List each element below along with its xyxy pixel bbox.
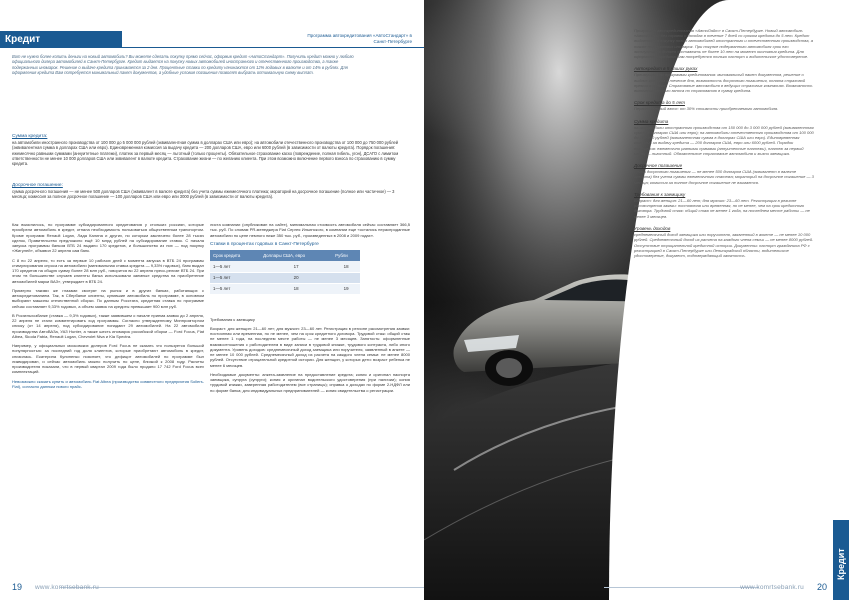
section-label: Кредит — [0, 31, 122, 48]
right-section-title: Срок кредита до 5 лет — [634, 100, 685, 106]
early-repayment-block — [12, 183, 402, 200]
right-intro: Программа автокредитования «АвтоЛайт» в Санкт-Петербурге. Новый автомобиль «АвтоЛайт» без справок о доходах в течение 7 дней со сроком кредита до 5 лет. Кредит выдается на покупку новых автомобилей иностранного и отечественного производства, а также подержанных иномарок. При покупке подержанного автомобиля срок его эксплуатации должен составлять не более 10 лет на момент окончания кредита. Для оформления кредита Вам потребуется только паспорт и водительское удостоверение. — [634, 28, 813, 60]
rate-header-rub: Рубли — [332, 250, 360, 261]
right-section-text: среднемесячный доход заемщика или поручителя, заявленный в анкете — не менее 10 000 рублей. Среднемесячный доход из расчета на каждого члена семьи — не менее 8000 рублей. Отсутствие отрицательной кредитной истории. Документы: паспорт гражданина РФ с регистрацией в Санкт-Петербурге или Ленинградской области, водительское удостоверение, документ, подтверждающий занятость. — [634, 232, 814, 258]
page-number-right: 20 — [816, 582, 827, 592]
side-section-tab — [833, 520, 849, 600]
article-paragraph: Как выяснилось, по программе субсидированного кредитования у стольких россиян, которые приобрели автомобиль в кредит, отпала необходимость пользоваться общественным транспортом. Кроме программ Renault Logan, Лада Калина и других, по которым заключено более 28 тысяч сделок, Правительство предложило ещё 10 млрд рублей на субсидирование ставок. С начала запуска программы банком ВТБ 24 выдано 170 кредитов, и большинство из них — под покупку «Жигулей», объявил 22 апреля сам банк. — [12, 222, 204, 254]
early-repayment-text: сумма досрочного погашения — не менее 500 долларов США (эквивалент в валюте кредита) без учета суммы ежемесячного платежа; мораторий на досрочное погашение (полное или частичное) — 3 месяца; комиссия за полное досрочное погашение — 100 долларов США или евро или 3000 рублей (в зависимости от валюты кредита). — [12, 189, 395, 200]
loan-amount-block — [12, 134, 402, 166]
table-cell: 18 — [332, 261, 360, 272]
right-section-title: Сумма кредита — [634, 118, 669, 124]
article-note: Невозможно сказать купить и автомобиль Fiat Albea (производство совместного предприятия Sollers-Fiat), согласно данным нового прайс- — [12, 378, 204, 389]
table-cell: 1—5 лет — [210, 261, 260, 272]
right-section-text: на автомобили иностранного производства от 150 000 до 3 000 000 рублей (эквивалентная сумма в долларах США или евро); на автомобили отечественного производства от 100 000 до 750 000 рублей (эквивалентная сумма в долларах США или евро). Единовременная комиссия за выдачу кредита — 200 долларов США, евро или 6000 рублей. Порядок погашения: ежемесячно равными суммами (аннуитетные платежи), платеж за первый месяц — льготный. Обязательное страхование автомобиля и жизни заемщика. — [634, 124, 814, 156]
rate-table — [210, 250, 360, 295]
table-cell: 18 — [260, 283, 332, 294]
page-number-left: 19 — [12, 582, 23, 592]
table-row — [210, 261, 360, 272]
right-page — [424, 0, 849, 600]
right-section-title: Уровень доходов — [634, 225, 671, 231]
article-paragraph: В Росзельхозбанке (ставка — 9,3% годовых), также заявившем о начале приема заявок до 2 апреля, 22 апреля не стали комментировать ход программы. Согласно утвержденному Минпромторгом списку (от 14 апреля), под субсидирование попадают 29 автомобилей. На 22 автомобиля производства АвтоВАЗа, УАЗ Hunter, а также шесть иномарок российской сборки — Ford Focus, Fiat Albea, Skoda Fabia, Renault Logan, Chevrolet Niva и Kia Spectra. — [12, 312, 204, 339]
table-row — [210, 272, 360, 283]
section-rule — [122, 47, 424, 48]
footer-rule — [604, 587, 759, 588]
table-cell: 1—5 лет — [210, 283, 260, 294]
side-section-label: Кредит — [836, 548, 846, 580]
article-paragraph: Примерно такими же глазами смотрят на рынок и в других банках, работающих с автокредитованием. Так, в Сбербанке клиенты, купившие автомобиль по программе, в основном выбирают машины отечественной сборки. По данным Росстата, кредитная ставка по программе сейчас составляет 9,33% годовых, а объем заявок на кредиты превышает 900 млн руб. — [12, 287, 204, 309]
loan-amount-text: на автомобили иностранного производства от 100 000 до 5 000 000 рублей (эквивалентная сумма в долларах США или евро); на автомобили отечественного производства от 100 000 до 750 000 рублей (эквивалентная сумма в долларах США или евро). Единовременная комиссия за выдачу кредита — 200 долларов США, евро или 6000 рублей (в зависимости от валюты кредита). Порядок погашения: ежемесячно равными суммами (аннуитетные платежи), платеж за первый месяц — льготный (только проценты). Обязательное страхование каско (повреждение, полная гибель, угон), ДСАГО с лимитом ответственности не менее 10 000 долларов США или эквивалент в валюте кредита. Страхование жизни — по желанию клиента. При этом возможно включение первого взноса по страхованию в сумму кредита. — [12, 140, 399, 167]
rate-header-usd-eur: Доллары США, евро — [260, 250, 332, 261]
right-section-text: Преимущество программы кредитования: минимальный пакет документов, решение о выдаче кредита в течение дня, возможность досрочного погашения, оплата страховой премии в кредит. Страхование автомобиля в ведущих страховых компаниях. Возможность включения первого взноса по страхованию в сумму кредита. — [634, 72, 813, 94]
rate-table-title: Ставки в процентах годовых в Санкт-Петербурге — [210, 241, 319, 247]
article-paragraph: Например, у официальных московских дилеров Ford Focus не сказать что пользуется большой популярностью: за последний год доля клиентов, которые приобретают автомобиль в кредит, снизилась. Екатерина Кулиненко поясняет, что дефицит автомобилей по программе был ликвидирован, и сейчас автомобиль можно получить по цене, близкой к 2008 году. Расчеты производителя показали, что в первый квартал 2009 года было продано 17 742 Ford Focus всех комплектаций. — [12, 343, 204, 375]
rate-header-term: Срок кредита — [210, 250, 260, 261]
footer-url-link[interactable]: www.komrtsebank.ru — [740, 584, 804, 591]
right-section-text: Первоначальный взнос: от 30% стоимости приобретаемого автомобиля. — [634, 106, 779, 112]
article-column-right — [210, 222, 410, 397]
right-section-title: Досрочное погашение — [634, 163, 683, 169]
rate-table-header-row — [210, 250, 360, 261]
requirements-heading: Требования к заемщику — [210, 316, 255, 322]
article-paragraph: Возраст: для женщин: 21—60 лет; для мужчин: 23—60 лет. Регистрация в регионе рассмотрения заявки: постоянная или временная, но не менее, чем на срок кредитного договора. Трудовой стаж: общий стаж не менее 1 года, на последнем месте работы — не менее 3 месяцев. Занятость: оформленные взаимоотношения с работодателем в виде записи в трудовой книжке, трудового контракта, либо иного документа. Уровень доходов: среднемесячный доход заемщика или поручителя, заявленный в анкете — не менее 10 000 рублей. Среднемесячный доход из расчета на каждого члена семьи: не менее 8000 рублей. Отсутствие отрицательной кредитной истории. Для женщин, у которых дети: возраст ребенка не менее 6 месяцев. — [210, 325, 410, 368]
article-column-left — [12, 222, 204, 393]
loan-amount-title: Сумма кредита: — [12, 134, 48, 139]
article-paragraph: листа компании (опубликован на сайте), минимальная стоимость автомобиля сейчас составляет 366,5 тыс. руб. По словам PR-менеджера Fiat Сергея Ильинского, в компании еще «остались нераспроданные автомобили по цене немного ниже 350 тыс. руб., произведенных в 2008 и 2009 годах». — [210, 222, 410, 238]
footer-url-link[interactable]: www.komrtsebank.ru — [35, 584, 99, 591]
table-cell: 17 — [260, 261, 332, 272]
right-article — [634, 28, 814, 260]
table-cell: 1—5 лет — [210, 272, 260, 283]
left-page — [0, 0, 424, 600]
right-section-title: Требования к заемщику — [634, 191, 686, 197]
article-paragraph: Необходимые документы: анкета-заявление на предоставление кредита; копия и оригинал паспорта заемщика, супруга (супруги); копия и оригинал водительского удостоверения (при наличии); копия трудовой книжки, заверенная работодателем (все страницы); справка о доходах по форме 2-НДФЛ или по форме банка; для индивидуальных предпринимателей — копия свидетельства о регистрации. — [210, 371, 410, 393]
early-repayment-title: Досрочное погашение: — [12, 183, 63, 188]
article-paragraph: С 8 по 22 апреля, то есть за первые 10 рабочих дней с момента запуска в ВТБ 24 программы стимулирования спроса на автомобили (минимальная ставка кредита — 9,33% годовых), банк выдал 170 кредитов на общую сумму более 28 млн руб., говорится во 22 апреля пресс-релизе ВТБ 24. При этом «в большинстве случаев клиенты банка использовали заемные средства на приобретение автомобилей марки ВАЗ», утверждает в ВТБ 24. — [12, 257, 204, 284]
program-heading: Программа автокредитования «АвтоСтандарт» в Санкт-Петербурге — [307, 33, 412, 44]
table-cell: 20 — [260, 272, 332, 283]
footer-rule — [60, 587, 424, 588]
table-row — [210, 283, 360, 294]
intro-paragraph: Вот не нужно более копить деньги на новый автомобиль? Вы можете сделать покупку прямо сейчас, оформив кредит «АвтоСтандарт». Получить кредит можно у любого официального дилера автомобилей в Санкт-Петербурге. Кредит выдается на покупку новых автомобилей иностранного и отечественного производства, а также подержанных иномарок. Решение о выдаче кредита принимается за 2 дня. Процентные ставки по кредиту начинаются от 12% годовых в валюте и от 14% в рублях. Для оформления кредита Вам потребуется минимальный пакет документов, а удобные условия погашения позволят выбрать оптимальную схему выплат. — [12, 54, 354, 75]
right-section-text: сумма досрочного погашения — не менее 500 долларов США (эквивалент в валюте кредита) без учета суммы ежемесячного платежа; мораторий на досрочное погашение — 3 месяца; комиссия за полное досрочное погашение не взимается. — [634, 169, 814, 185]
table-cell: 19 — [332, 283, 360, 294]
right-section-text: Возраст: для женщин: 21—60 лет; для мужчин: 23—60 лет. Регистрация в регионе рассмотрения заявки: постоянная или временная, но не менее, чем на срок кредитного договора. Трудовой стаж: общий стаж не менее 1 года, на последнем месте работы — не менее 3 месяцев. — [634, 198, 810, 219]
right-section-title: Автокредит в 5 наших руках — [634, 66, 698, 72]
table-cell — [332, 272, 360, 283]
